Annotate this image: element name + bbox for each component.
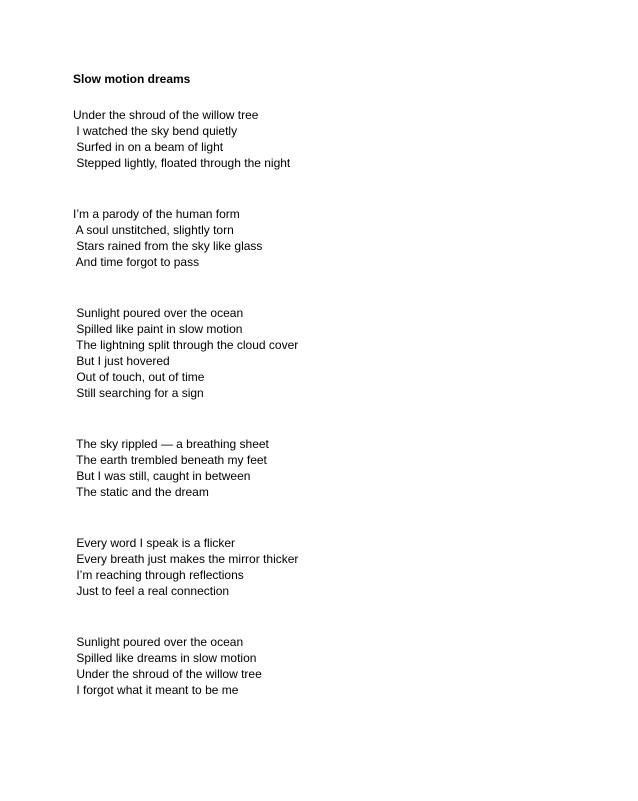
poem-line: Under the shroud of the willow tree [73,108,259,122]
poem-line: Spilled like dreams in slow motion [73,651,257,665]
poem-line: Sunlight poured over the ocean [73,635,244,649]
poem-line: The earth trembled beneath my feet [73,453,267,467]
poem-line: Surfed in on a beam of light [73,140,224,154]
poem-line: But I was still, caught in between [73,469,251,483]
stanza-1 [73,107,290,171]
stanza-5 [73,535,298,599]
poem-line: I’m reaching through reflections [73,568,244,582]
poem-line: I forgot what it meant to be me [73,683,239,697]
poem-line: Stars rained from the sky like glass [73,239,263,253]
poem-title: Slow motion dreams [73,72,191,86]
poem-line: Stepped lightly, floated through the night [73,156,291,170]
stanza-6 [73,634,262,698]
poem-line: The static and the dream [73,485,209,499]
stanza-2 [73,206,262,270]
poem-line: Spilled like paint in slow motion [73,322,243,336]
poem-line: The sky rippled — a breathing sheet [73,437,269,451]
poem-line: Just to feel a real connection [73,584,230,598]
poem-line: Every breath just makes the mirror thicker [73,552,299,566]
poem-line: The lightning split through the cloud cover [73,338,299,352]
poem-line: Out of touch, out of time [73,370,205,384]
poem-line: I watched the sky bend quietly [73,124,238,138]
poem-line: I’m a parody of the human form [73,207,240,221]
poem-line: Every word I speak is a flicker [73,536,236,550]
poem-line: And time forgot to pass [73,255,200,269]
poem-line: Under the shroud of the willow tree [73,667,262,681]
poem-line: A soul unstitched, slightly torn [73,223,234,237]
poem-line: Sunlight poured over the ocean [73,306,244,320]
poem-line: Still searching for a sign [73,386,204,400]
stanza-3 [73,305,298,401]
stanza-4 [73,436,269,500]
poem-line: But I just hovered [73,354,170,368]
